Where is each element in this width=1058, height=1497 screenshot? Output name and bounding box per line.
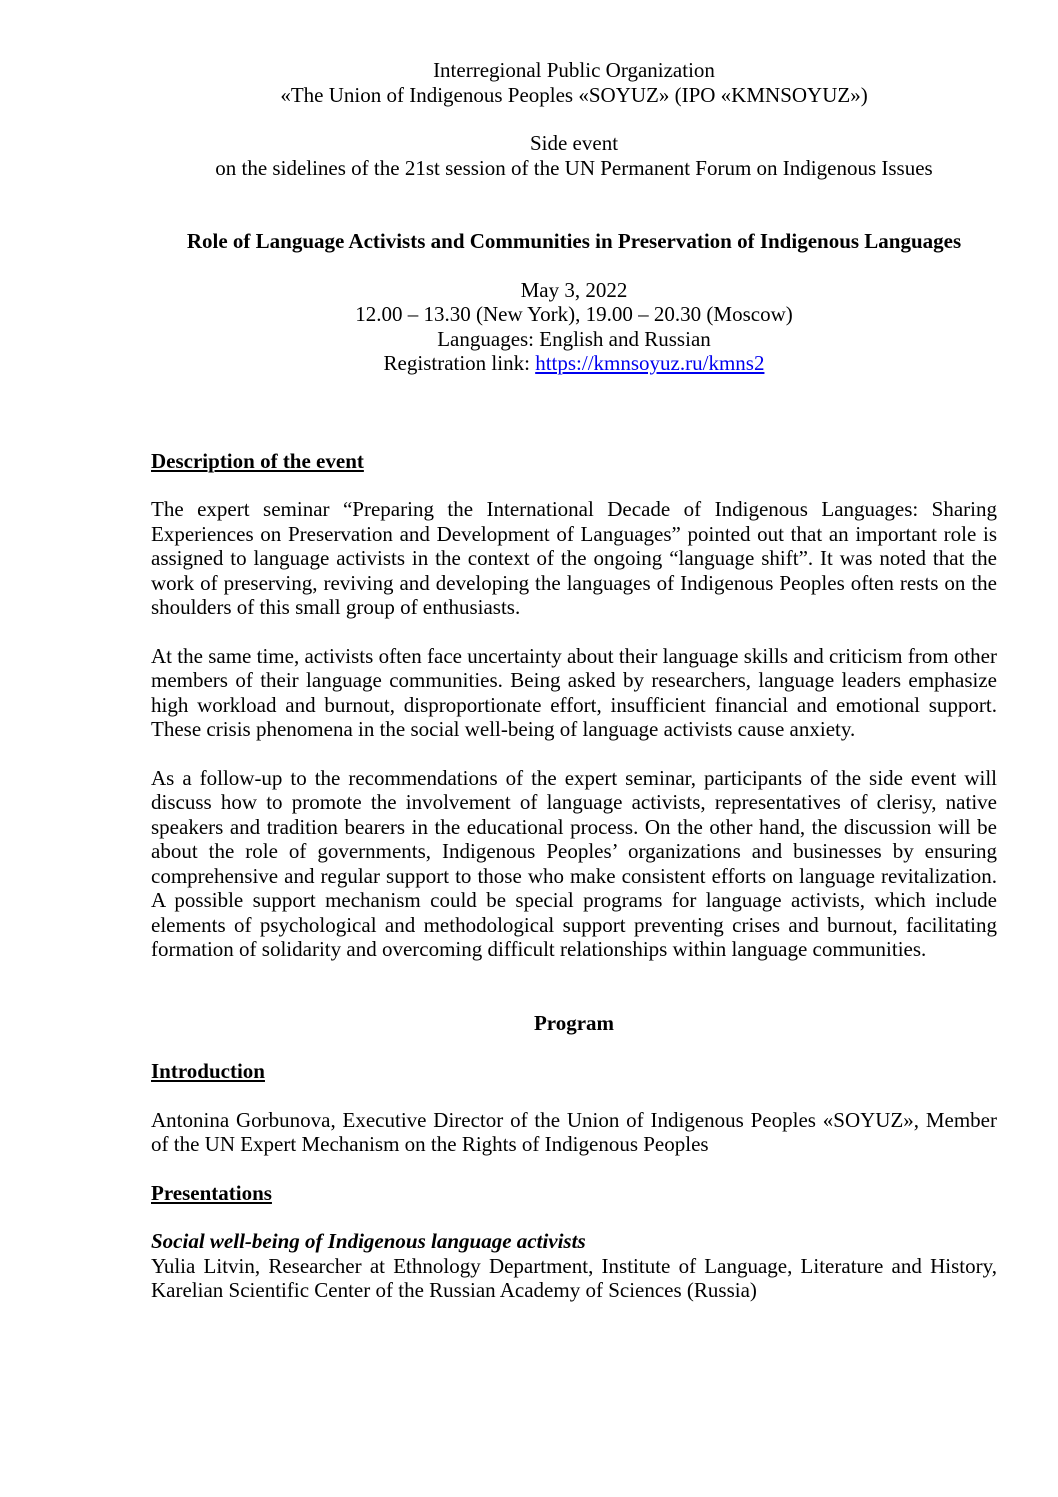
description-paragraph-1: The expert seminar “Preparing the International Decade of Indigenous Languages: Sharing Experiences on Preservation and Development of Languages” pointed out that an important role is assigned to language activists in the context of the ongoing “language shift”. It was noted that the work of preserving, reviving and developing the languages of Indigenous Peoples often rests on the shoulders of this small group of enthusiasts. [151,497,997,619]
presentations-heading: Presentations [151,1180,272,1205]
presentation-speaker: Yulia Litvin, Researcher at Ethnology Department, Institute of Language, Literature and History, Karelian Scientific Center of the Russian Academy of Sciences (Russia) [151,1253,997,1302]
org-name-line2: «The Union of Indigenous Peoples «SOYUZ» (IPO «KMNSOYUZ») [280,82,868,107]
description-paragraph-2: At the same time, activists often face uncertainty about their language skills and criticism from other members of their language communities. Being asked by researchers, language leaders emphasize high workload and burnout, disproportionate effort, insufficient financial and emotional support. These crisis phenomena in the social well-being of language activists cause anxiety. [151,643,997,741]
event-date: May 3, 2022 [520,277,628,302]
registration-link[interactable]: https://kmnsoyuz.ru/kmns2 [535,351,765,375]
description-paragraph-3: As a follow-up to the recommendations of the expert seminar, participants of the side event will discuss how to promote the involvement of language activists, representatives of clerisy, native speakers and tradition bearers in the educational process. On the other hand, the discussion will be about the role of governments, Indigenous Peoples’ organizations and businesses by ensuring comprehensive and regular support to those who make consistent efforts on language revitalization. A possible support mechanism could be special programs for language activists, which include elements of psychological and methodological support preventing crises and burnout, facilitating formation of solidarity and overcoming difficult relationships within language communities. [151,765,997,961]
event-context-line: on the sidelines of the 21st session of the UN Permanent Forum on Indigenous Issues [215,155,933,180]
presentation-title: Social well-being of Indigenous language activists [151,1229,586,1253]
introduction-speaker: Antonina Gorbunova, Executive Director of the Union of Indigenous Peoples «SOYUZ», Member of the UN Expert Mechanism on the Rights of Indigenous Peoples [151,1107,997,1156]
registration-line [151,351,997,376]
program-heading: Program [533,1010,615,1035]
event-title: Role of Language Activists and Communities in Preservation of Indigenous Languages [186,229,962,253]
description-heading: Description of the event [151,448,364,473]
event-type-line: Side event [529,131,619,155]
introduction-heading: Introduction [151,1059,265,1083]
event-time: 12.00 – 13.30 (New York), 19.00 – 20.30 (Moscow) [355,302,793,326]
org-name-line1: Interregional Public Organization [433,58,715,82]
event-languages: Languages: English and Russian [437,326,711,351]
registration-label: Registration link: [383,351,536,375]
